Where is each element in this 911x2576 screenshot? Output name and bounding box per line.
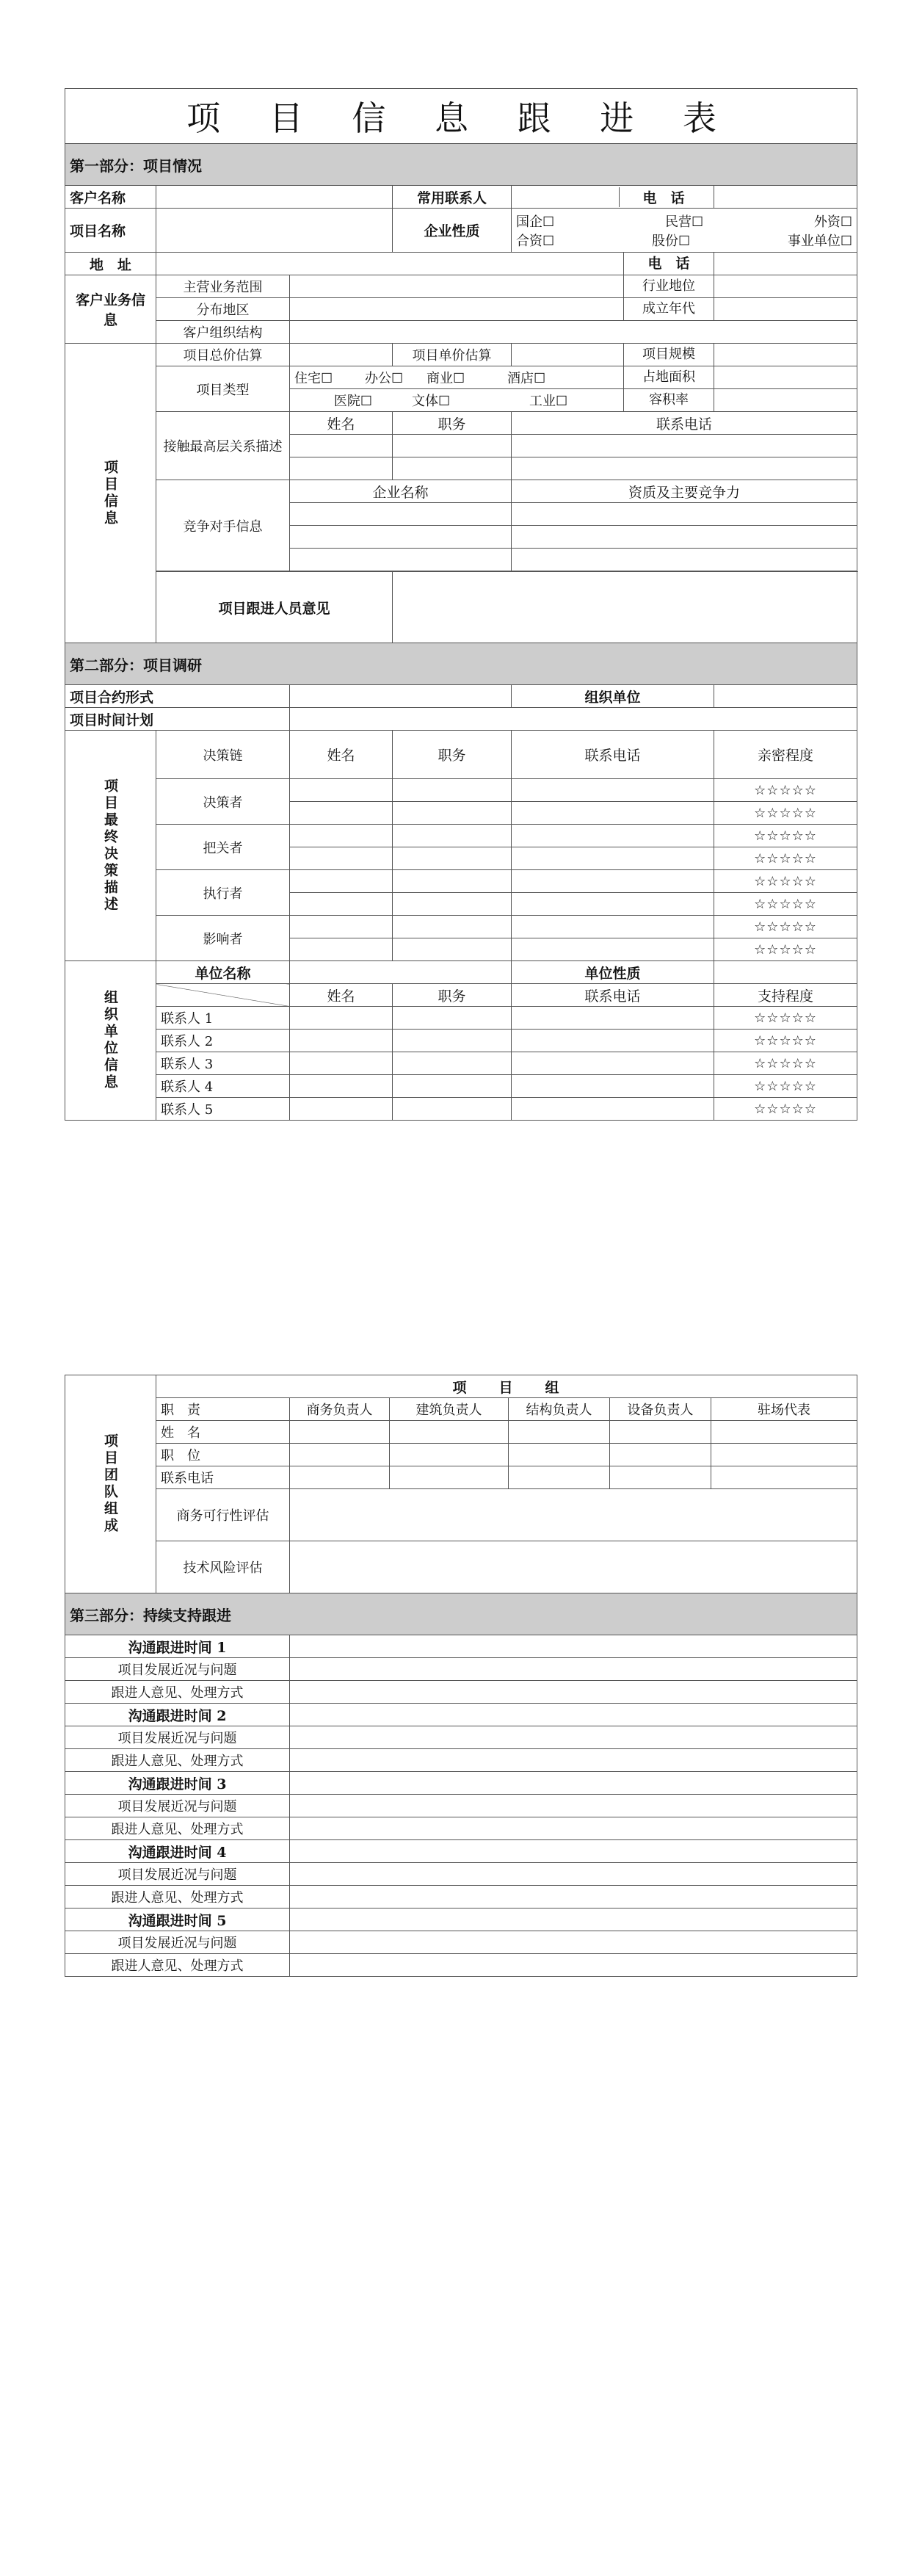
round-4-opinion-label: 跟进人意见、处理方式: [65, 1886, 290, 1909]
support-rating[interactable]: ☆☆☆☆☆: [714, 1007, 857, 1030]
col-phone: 联系电话: [512, 412, 857, 435]
support-rating[interactable]: ☆☆☆☆☆: [714, 1052, 857, 1075]
duty-architecture: 建筑负责人: [390, 1398, 509, 1421]
duty-structure: 结构负责人: [509, 1398, 610, 1421]
dc-col-intimacy: 亲密程度: [714, 731, 857, 779]
round-2-opinion-label: 跟进人意见、处理方式: [65, 1749, 290, 1772]
schedule-field[interactable]: [290, 708, 857, 731]
contact-name-field[interactable]: [290, 1098, 393, 1121]
competitor-qualification-field[interactable]: [512, 503, 857, 526]
round-1-label: 沟通跟进时间 1: [65, 1635, 290, 1658]
type-residential[interactable]: 住宅☐: [294, 371, 333, 386]
project-type-label: 项目类型: [156, 366, 290, 412]
common-contact-label: 常用联系人: [393, 186, 512, 209]
gatekeeper-position-field[interactable]: [393, 847, 512, 870]
follow-opinion-label: 项目跟进人员意见: [156, 572, 393, 643]
type-commercial[interactable]: 商业☐: [427, 371, 465, 386]
unit-name-label: 单位名称: [156, 961, 290, 984]
contact-phone-field[interactable]: [512, 1007, 714, 1030]
col-position: 职务: [393, 412, 512, 435]
ou-col-position: 职务: [393, 984, 512, 1007]
round-2-opinion-field[interactable]: [290, 1749, 857, 1772]
distribution-field[interactable]: [290, 298, 714, 321]
customer-name-field[interactable]: [156, 186, 393, 209]
duty-equipment: 设备负责人: [610, 1398, 711, 1421]
nature-option-foreign[interactable]: 外资☐: [813, 214, 853, 230]
type-industrial[interactable]: 工业☐: [529, 394, 568, 409]
round-3-field[interactable]: [290, 1772, 857, 1795]
section-header-part1: 第一部分：项目情况: [65, 144, 857, 186]
ou-col-support: 支持程度: [714, 984, 857, 1007]
project-name-label: 项目名称: [65, 209, 156, 253]
schedule-label: 项目时间计划: [65, 708, 290, 731]
competitor-qualification-field[interactable]: [512, 549, 857, 571]
biz-info-label: 客户业务信息: [65, 275, 156, 344]
influencer-rating[interactable]: ☆☆☆☆☆: [714, 916, 857, 938]
contact-2-label: 联系人 2: [156, 1030, 290, 1052]
project-info-table: [65, 88, 857, 1121]
team-name-field[interactable]: [290, 1421, 390, 1444]
round-2-field[interactable]: [290, 1704, 857, 1726]
gatekeeper-position-field[interactable]: [393, 825, 512, 847]
customer-name-label: 客户名称: [65, 186, 156, 209]
round-1-opinion-field[interactable]: [290, 1681, 857, 1704]
round-2-progress-label: 项目发展近况与问题: [65, 1726, 290, 1749]
org-structure-field[interactable]: [290, 321, 857, 344]
contact-name-field[interactable]: [290, 1052, 393, 1075]
org-unit-info-label: 组织单位信息: [102, 990, 118, 1091]
competitor-company-field[interactable]: [290, 549, 512, 571]
role-executor: 执行者: [156, 870, 290, 916]
round-3-progress-label: 项目发展近况与问题: [65, 1795, 290, 1817]
contact-position-field[interactable]: [393, 1030, 512, 1052]
round-1-progress-label: 项目发展近况与问题: [65, 1658, 290, 1681]
project-info-label: 项目信息: [102, 459, 118, 527]
round-5-opinion-field[interactable]: [290, 1954, 857, 1977]
team-position-field[interactable]: [390, 1444, 509, 1466]
decider-name-field[interactable]: [290, 779, 393, 802]
org-structure-label: 客户组织结构: [156, 321, 290, 344]
nature-option-jv[interactable]: 合资☐: [516, 233, 555, 249]
gatekeeper-phone-field[interactable]: [512, 847, 714, 870]
top-contact-label: 接触最高层关系描述: [156, 412, 290, 480]
support-rating[interactable]: ☆☆☆☆☆: [714, 1075, 857, 1098]
competitor-company-field[interactable]: [290, 503, 512, 526]
round-4-progress-field[interactable]: [290, 1863, 857, 1886]
influencer-phone-field[interactable]: [512, 916, 714, 938]
project-group-header: 项 目 组: [156, 1375, 857, 1398]
dc-col-name: 姓名: [290, 731, 393, 779]
common-contact-field[interactable]: [512, 186, 714, 209]
nature-option-private[interactable]: 民营☐: [664, 214, 704, 230]
round-5-opinion-label: 跟进人意见、处理方式: [65, 1954, 290, 1977]
influencer-position-field[interactable]: [393, 916, 512, 938]
contract-form-label: 项目合约形式: [65, 685, 290, 708]
land-area-field[interactable]: [714, 366, 857, 389]
round-3-opinion-field[interactable]: [290, 1817, 857, 1840]
team-phone-field[interactable]: [610, 1466, 711, 1489]
executor-phone-field[interactable]: [512, 893, 714, 916]
round-3-opinion-label: 跟进人意见、处理方式: [65, 1817, 290, 1840]
section-header-part3: 第三部分：持续支持跟进: [65, 1593, 857, 1635]
final-decision-label-cell: [65, 731, 156, 961]
project-type-row1: [290, 366, 714, 389]
round-5-progress-label: 项目发展近况与问题: [65, 1931, 290, 1954]
contact-name-field[interactable]: [290, 1075, 393, 1098]
row-phone-label: 联系电话: [156, 1466, 290, 1489]
round-5-progress-field[interactable]: [290, 1931, 857, 1954]
address-field[interactable]: [156, 253, 714, 275]
ou-col-phone: 联系电话: [512, 984, 714, 1007]
duty-business: 商务负责人: [290, 1398, 390, 1421]
unit-price-field[interactable]: [512, 344, 714, 366]
nature-option-soe[interactable]: 国企☐: [516, 214, 555, 230]
influencer-position-field[interactable]: [393, 938, 512, 961]
team-name-field[interactable]: [390, 1421, 509, 1444]
duty-onsite: 驻场代表: [711, 1398, 857, 1421]
project-name-field[interactable]: [156, 209, 393, 253]
tech-eval-field[interactable]: [290, 1541, 857, 1593]
executor-name-field[interactable]: [290, 870, 393, 893]
dc-col-phone: 联系电话: [512, 731, 714, 779]
established-label: 成立年代: [623, 298, 714, 320]
scale-label: 项目规模: [623, 344, 714, 366]
gatekeeper-name-field[interactable]: [290, 825, 393, 847]
type-culture[interactable]: 文体☐: [412, 394, 451, 409]
contact-phone-field[interactable]: [512, 1075, 714, 1098]
support-rating[interactable]: ☆☆☆☆☆: [714, 1098, 857, 1121]
scale-field[interactable]: [714, 344, 857, 366]
contact-position-field[interactable]: [393, 1052, 512, 1075]
contact-4-label: 联系人 4: [156, 1075, 290, 1098]
influencer-name-field[interactable]: [290, 916, 393, 938]
plot-ratio-label: 容积率: [623, 389, 714, 411]
decider-position-field[interactable]: [393, 779, 512, 802]
support-rating[interactable]: ☆☆☆☆☆: [714, 1030, 857, 1052]
contact-phone-field[interactable]: [512, 1030, 714, 1052]
team-phone-field[interactable]: [290, 1466, 390, 1489]
phone-label: 电 话: [619, 187, 708, 207]
team-position-field[interactable]: [711, 1444, 857, 1466]
team-label-cell: [65, 1375, 156, 1593]
section-header-part2: 第二部分：项目调研: [65, 643, 857, 685]
round-1-field[interactable]: [290, 1635, 857, 1658]
contact-name-field[interactable]: [290, 1007, 393, 1030]
executor-phone-field[interactable]: [512, 870, 714, 893]
biz-eval-label: 商务可行性评估: [156, 1489, 290, 1541]
contact-name-field[interactable]: [290, 1030, 393, 1052]
decider-phone-field[interactable]: [512, 802, 714, 825]
contact-5-label: 联系人 5: [156, 1098, 290, 1121]
executor-position-field[interactable]: [393, 893, 512, 916]
contact-name-field[interactable]: [290, 457, 393, 480]
round-5-label: 沟通跟进时间 5: [65, 1909, 290, 1931]
competitor-info-label: 竞争对手信息: [156, 480, 290, 571]
contact-phone-field[interactable]: [512, 457, 857, 480]
influencer-rating[interactable]: ☆☆☆☆☆: [714, 938, 857, 961]
contact-name-field[interactable]: [290, 435, 393, 457]
team-label: 项目团队组成: [102, 1433, 118, 1535]
round-1-progress-field[interactable]: [290, 1658, 857, 1681]
page-one: [65, 88, 857, 1121]
land-area-label: 占地面积: [623, 366, 714, 388]
total-price-field[interactable]: [290, 344, 393, 366]
row-duty-label: 职 责: [156, 1398, 290, 1421]
diagonal-header-cell: [156, 984, 290, 1007]
round-2-label: 沟通跟进时间 2: [65, 1704, 290, 1726]
enterprise-nature-options: [512, 209, 857, 253]
role-gatekeeper: 把关者: [156, 825, 290, 870]
unit-nature-label: 单位性质: [512, 961, 714, 984]
project-team-table: [65, 1375, 857, 1977]
round-3-label: 沟通跟进时间 3: [65, 1772, 290, 1795]
round-4-opinion-field[interactable]: [290, 1886, 857, 1909]
decision-chain-label: 决策链: [156, 731, 290, 779]
nature-option-shares[interactable]: 股份☐: [651, 233, 691, 249]
biz-eval-field[interactable]: [290, 1489, 857, 1541]
tech-eval-label: 技术风险评估: [156, 1541, 290, 1593]
contact-1-label: 联系人 1: [156, 1007, 290, 1030]
round-4-progress-label: 项目发展近况与问题: [65, 1863, 290, 1886]
round-2-progress-field[interactable]: [290, 1726, 857, 1749]
decider-rating[interactable]: ☆☆☆☆☆: [714, 779, 857, 802]
contact-position-field[interactable]: [393, 1075, 512, 1098]
team-position-field[interactable]: [610, 1444, 711, 1466]
contact-phone-field[interactable]: [512, 1098, 714, 1121]
competitor-company-field[interactable]: [290, 526, 512, 549]
contact-position-field[interactable]: [393, 457, 512, 480]
enterprise-nature-label: 企业性质: [393, 209, 512, 253]
team-name-field[interactable]: [610, 1421, 711, 1444]
contact-position-field[interactable]: [393, 1098, 512, 1121]
executor-rating[interactable]: ☆☆☆☆☆: [714, 870, 857, 893]
contact-position-field[interactable]: [393, 1007, 512, 1030]
executor-rating[interactable]: ☆☆☆☆☆: [714, 893, 857, 916]
industry-position-label: 行业地位: [623, 275, 714, 297]
decider-rating[interactable]: ☆☆☆☆☆: [714, 802, 857, 825]
type-office[interactable]: 办公☐: [365, 371, 404, 386]
role-influencer: 影响者: [156, 916, 290, 961]
round-5-field[interactable]: [290, 1909, 857, 1931]
distribution-label: 分布地区: [156, 298, 290, 321]
round-4-label: 沟通跟进时间 4: [65, 1840, 290, 1863]
team-name-field[interactable]: [711, 1421, 857, 1444]
unit-price-label: 项目单价估算: [393, 344, 512, 366]
org-unit-info-label-cell: [65, 961, 156, 1121]
final-decision-label: 项目最终决策描述: [102, 778, 118, 913]
col-qualification: 资质及主要竞争力: [512, 480, 857, 503]
contact-3-label: 联系人 3: [156, 1052, 290, 1075]
round-3-progress-field[interactable]: [290, 1795, 857, 1817]
established-field[interactable]: [714, 298, 857, 321]
main-business-field[interactable]: [290, 275, 714, 298]
team-position-field[interactable]: [509, 1444, 610, 1466]
ou-col-name: 姓名: [290, 984, 393, 1007]
plot-ratio-field[interactable]: [714, 389, 857, 412]
row-name-label: 姓 名: [156, 1421, 290, 1444]
decider-phone-field[interactable]: [512, 779, 714, 802]
col-company: 企业名称: [290, 480, 512, 503]
nature-option-institution[interactable]: 事业单位☐: [787, 233, 853, 249]
page-title: 项 目 信 息 跟 进 表: [65, 89, 857, 144]
type-hospital[interactable]: 医院☐: [333, 394, 373, 409]
round-1-opinion-label: 跟进人意见、处理方式: [65, 1681, 290, 1704]
influencer-name-field[interactable]: [290, 938, 393, 961]
main-business-label: 主营业务范围: [156, 275, 290, 298]
executor-name-field[interactable]: [290, 893, 393, 916]
dc-col-position: 职务: [393, 731, 512, 779]
team-position-field[interactable]: [290, 1444, 390, 1466]
industry-position-field[interactable]: [714, 275, 857, 298]
address-label: 地 址: [65, 253, 156, 275]
gatekeeper-phone-field[interactable]: [512, 825, 714, 847]
org-unit-label: 组织单位: [512, 685, 714, 708]
influencer-phone-field[interactable]: [512, 938, 714, 961]
project-type-row2: [290, 389, 714, 412]
unit-nature-field[interactable]: [714, 961, 857, 984]
phone-field[interactable]: [714, 186, 857, 209]
unit-name-field[interactable]: [290, 961, 512, 984]
contact-phone-field[interactable]: [512, 435, 857, 457]
row-position-label: 职 位: [156, 1444, 290, 1466]
gatekeeper-name-field[interactable]: [290, 847, 393, 870]
contact-position-field[interactable]: [393, 435, 512, 457]
gatekeeper-rating[interactable]: ☆☆☆☆☆: [714, 825, 857, 847]
page-two: [65, 1375, 857, 1977]
decider-name-field[interactable]: [290, 802, 393, 825]
follow-opinion-field[interactable]: [393, 572, 857, 643]
executor-position-field[interactable]: [393, 870, 512, 893]
team-phone-field[interactable]: [509, 1466, 610, 1489]
gatekeeper-rating[interactable]: ☆☆☆☆☆: [714, 847, 857, 870]
team-phone-field[interactable]: [390, 1466, 509, 1489]
org-unit-field[interactable]: [714, 685, 857, 708]
contact-phone-field[interactable]: [512, 1052, 714, 1075]
project-info-label-cell: [65, 344, 156, 643]
decider-position-field[interactable]: [393, 802, 512, 825]
contract-form-field[interactable]: [290, 685, 512, 708]
address-phone-label: 电 话: [623, 253, 714, 275]
role-decider: 决策者: [156, 779, 290, 825]
col-name: 姓名: [290, 412, 393, 435]
team-name-field[interactable]: [509, 1421, 610, 1444]
total-price-label: 项目总价估算: [156, 344, 290, 366]
competitor-qualification-field[interactable]: [512, 526, 857, 549]
address-phone-field[interactable]: [714, 253, 857, 275]
round-4-field[interactable]: [290, 1840, 857, 1863]
team-phone-field[interactable]: [711, 1466, 857, 1489]
type-hotel[interactable]: 酒店☐: [507, 371, 546, 386]
